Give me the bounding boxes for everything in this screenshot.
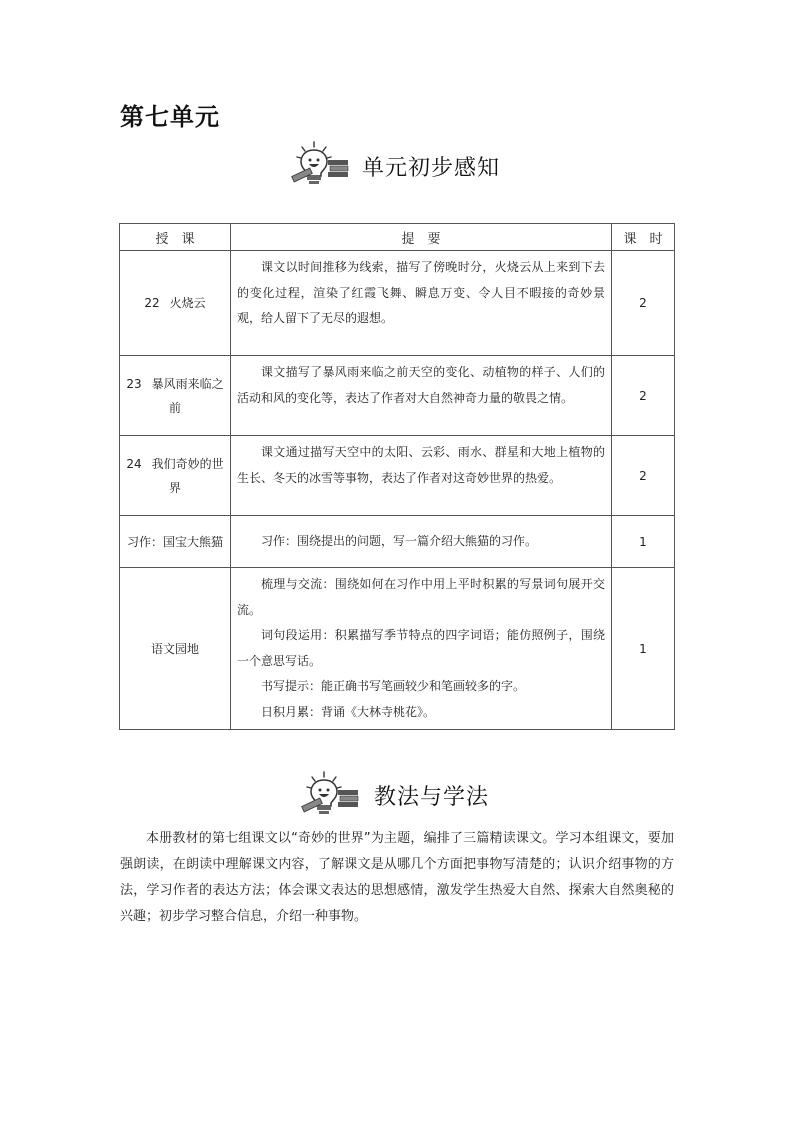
hours-cell: 1 xyxy=(612,568,675,730)
summary-text: 习作：围绕提出的问题，写一篇介绍大熊猫的习作。 xyxy=(261,533,538,548)
lesson-number: 23 xyxy=(126,376,142,391)
lesson-cell xyxy=(120,568,231,730)
lesson-number: 22 xyxy=(144,296,160,310)
lesson-cell xyxy=(120,436,231,516)
hours-cell: 2 xyxy=(612,251,675,356)
lesson-cell xyxy=(120,251,231,356)
lesson-title: 习作：国宝大熊猫 xyxy=(126,534,223,549)
hours-cell: 2 xyxy=(612,436,675,516)
lesson-cell xyxy=(120,516,231,568)
header-hours: 课 时 xyxy=(612,224,675,251)
lightbulb-books-icon xyxy=(288,140,350,186)
lesson-table xyxy=(119,223,675,730)
methods-paragraph: 本册教材的第七组课文以“奇妙的世界”为主题，编排了三篇精读课文。学习本组课文，要加强朗读，在朗读中理解课文内容，了解课文是从哪几个方面把事物写清楚的；认识介绍事物的方法，学习作者的表达方法；体会课文表达的思想感情，激发学生热爱大自然、探索大自然奥秘的兴趣；初步学习整合信息，介绍一种事物。 xyxy=(120,831,674,924)
hours-cell: 1 xyxy=(612,516,675,568)
table-header-row xyxy=(120,224,675,251)
summary-cell xyxy=(231,356,612,436)
summary-text: 课文通过描写天空中的太阳、云彩、雨水、群星和大地上植物的生长、冬天的冰雪等事物，表达了作者对这奇妙世界的热爱。 xyxy=(237,445,605,485)
section-header-methods xyxy=(0,768,794,818)
summary-text: 书写提示：能正确书写笔画较少和笔画较多的字。 xyxy=(261,679,526,693)
summary-cell xyxy=(231,516,612,568)
table-row xyxy=(120,251,675,356)
lesson-title: 语文园地 xyxy=(150,641,199,656)
lesson-title: 火烧云 xyxy=(169,296,206,310)
summary-cell xyxy=(231,568,612,730)
table-row xyxy=(120,516,675,568)
section-heading: 单元初步感知 xyxy=(362,156,501,181)
summary-text: 梳理与交流：围绕如何在习作中用上平时积累的写景词句展开交流。 xyxy=(237,577,605,617)
summary-cell xyxy=(231,251,612,356)
section-header-unit-perception xyxy=(0,138,794,188)
header-lesson: 授 课 xyxy=(120,224,231,251)
summary-text: 日积月累：背诵《大林寺桃花》。 xyxy=(261,704,436,719)
table-row xyxy=(120,356,675,436)
summary-text: 词句段运用：积累描写季节特点的四字词语；能仿照例子，围绕一个意思写话。 xyxy=(237,628,605,668)
summary-text: 课文以时间推移为线索，描写了傍晚时分，火烧云从上来到下去的变化过程，渲染了红霞飞舞、瞬息万变、令人目不暇接的奇妙景观，给人留下了无尽的遐想。 xyxy=(237,260,605,325)
section-heading: 教法与学法 xyxy=(374,785,490,810)
summary-cell xyxy=(231,436,612,516)
hours-cell: 2 xyxy=(612,356,675,436)
lesson-number: 24 xyxy=(126,456,142,471)
lesson-title: 我们奇妙的世界 xyxy=(151,456,224,495)
lesson-cell xyxy=(120,356,231,436)
header-summary: 提 要 xyxy=(231,224,612,251)
lesson-title: 暴风雨来临之前 xyxy=(151,376,224,415)
summary-text: 课文描写了暴风雨来临之前天空的变化、动植物的样子、人们的活动和风的变化等，表达了作者对大自然神奇力量的敬畏之情。 xyxy=(237,365,605,405)
table-row xyxy=(120,568,675,730)
lightbulb-books-icon xyxy=(298,770,360,816)
table-row xyxy=(120,436,675,516)
unit-title: 第七单元 xyxy=(120,103,220,131)
